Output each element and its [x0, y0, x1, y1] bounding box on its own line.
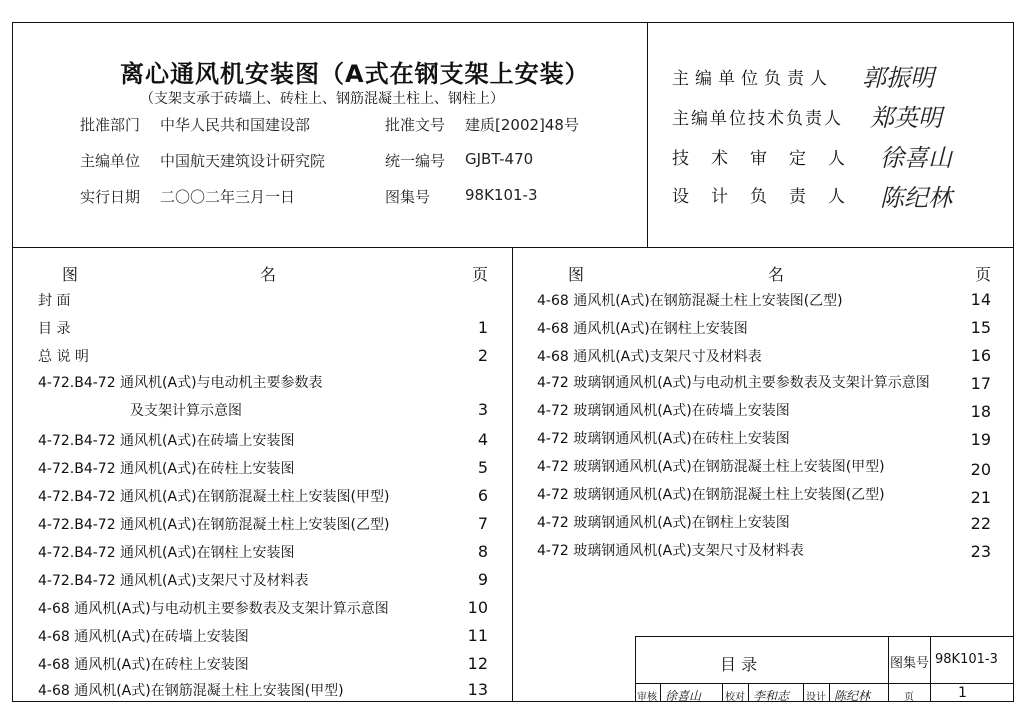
- toc-page-number: 1: [477, 318, 488, 337]
- effective-date-value: 二〇〇二年三月一日: [160, 188, 296, 206]
- responsible-role: 主编单位负责人: [672, 69, 833, 89]
- approval-doc-label: 批准文号: [385, 116, 446, 134]
- toc-entry[interactable]: 4-72 玻璃钢通风机(A式)与电动机主要参数表及支架计算示意图: [537, 375, 930, 391]
- toc-entry[interactable]: 4-68 通风机(A式)在砖柱上安装图: [38, 657, 249, 673]
- toc-right-header-page: 页: [975, 265, 992, 284]
- toc-entry[interactable]: 4-72 玻璃钢通风机(A式)在钢筋混凝土柱上安装图(甲型): [537, 459, 885, 475]
- toc-page-number: 6: [477, 486, 488, 505]
- responsible-role: 技术审定人: [672, 149, 867, 169]
- toc-entry[interactable]: 4-72.B4-72 通风机(A式)在砖柱上安装图: [38, 461, 295, 477]
- toc-page-number: 21: [970, 488, 991, 507]
- toc-page-number: 9: [477, 570, 488, 589]
- toc-entry[interactable]: 4-72 玻璃钢通风机(A式)支架尺寸及材料表: [537, 543, 804, 559]
- toc-entry[interactable]: 4-68 通风机(A式)在钢筋混凝土柱上安装图(乙型): [537, 293, 843, 309]
- approval-dept-value: 中华人民共和国建设部: [160, 116, 311, 134]
- toc-entry[interactable]: 4-72.B4-72 通风机(A式)支架尺寸及材料表: [38, 573, 309, 589]
- editor-unit-label: 主编单位: [80, 152, 141, 170]
- toc-page-number: 13: [467, 680, 488, 699]
- responsible-signature: 陈纪林: [880, 184, 952, 212]
- toc-page-number: 7: [477, 514, 488, 533]
- toc-entry[interactable]: 4-72 玻璃钢通风机(A式)在砖柱上安装图: [537, 431, 790, 447]
- title-block-design-signature: 陈纪林: [834, 689, 871, 703]
- toc-page-number: 23: [970, 542, 991, 561]
- toc-page-number: 2: [477, 346, 488, 365]
- toc-entry[interactable]: 4-72 玻璃钢通风机(A式)在砖墙上安装图: [537, 403, 790, 419]
- toc-entry[interactable]: 目 录: [38, 321, 71, 337]
- toc-entry[interactable]: 4-72.B4-72 通风机(A式)与电动机主要参数表: [38, 375, 323, 391]
- page-title: 离心通风机安装图（A式在钢支架上安装）: [120, 60, 590, 88]
- toc-page-number: 16: [970, 346, 991, 365]
- toc-left-header-page: 页: [472, 265, 489, 284]
- toc-right-header-name-char1: 图: [568, 265, 585, 284]
- toc-entry[interactable]: 及支架计算示意图: [130, 403, 242, 419]
- title-block-atlas-label: 图集号: [890, 656, 930, 671]
- unified-no-label: 统一编号: [385, 152, 446, 170]
- toc-page-number: 18: [970, 402, 991, 421]
- effective-date-label: 实行日期: [80, 188, 141, 206]
- toc-page-number: 8: [477, 542, 488, 561]
- toc-entry[interactable]: 4-72.B4-72 通风机(A式)在钢筋混凝土柱上安装图(乙型): [38, 517, 390, 533]
- toc-page-number: 12: [467, 654, 488, 673]
- toc-entry[interactable]: 4-68 通风机(A式)在钢柱上安装图: [537, 321, 748, 337]
- responsible-signature: 郭振明: [862, 64, 934, 92]
- responsible-signature: 郑英明: [870, 104, 942, 132]
- responsible-role: 设计负责人: [672, 187, 867, 207]
- toc-divider-vertical: [512, 247, 513, 702]
- toc-page-number: 5: [477, 458, 488, 477]
- toc-page-number: 15: [970, 318, 991, 337]
- toc-page-number: 17: [970, 374, 991, 393]
- toc-page-number: 4: [477, 430, 488, 449]
- toc-entry[interactable]: 4-72 玻璃钢通风机(A式)在钢柱上安装图: [537, 515, 790, 531]
- title-block-check-label: 校对: [725, 692, 745, 703]
- toc-page-number: 3: [477, 400, 488, 419]
- responsible-signature: 徐喜山: [880, 144, 952, 172]
- toc-entry[interactable]: 4-72.B4-72 通风机(A式)在钢柱上安装图: [38, 545, 295, 561]
- toc-entry[interactable]: 4-68 通风机(A式)在砖墙上安装图: [38, 629, 249, 645]
- toc-entry[interactable]: 封 面: [38, 293, 71, 309]
- atlas-no-label: 图集号: [385, 188, 431, 206]
- header-divider-horizontal: [12, 247, 1014, 248]
- title-block-design-label: 设计: [806, 692, 826, 703]
- toc-page-number: 22: [970, 514, 991, 533]
- toc-left-header-name-char2: 名: [260, 265, 277, 284]
- header-divider-vertical: [647, 22, 648, 247]
- unified-no-value: GJBT-470: [465, 150, 534, 168]
- toc-entry[interactable]: 4-68 通风机(A式)在钢筋混凝土柱上安装图(甲型): [38, 683, 344, 699]
- responsible-role: 主编单位技术负责人: [672, 109, 843, 129]
- toc-entry[interactable]: 4-68 通风机(A式)支架尺寸及材料表: [537, 349, 762, 365]
- toc-page-number: 11: [467, 626, 488, 645]
- title-block-check-signature: 李和志: [753, 689, 790, 703]
- toc-entry[interactable]: 总 说 明: [38, 349, 89, 365]
- toc-entry[interactable]: 4-72.B4-72 通风机(A式)在钢筋混凝土柱上安装图(甲型): [38, 489, 390, 505]
- approval-dept-label: 批准部门: [80, 116, 141, 134]
- toc-page-number: 14: [970, 290, 991, 309]
- page-subtitle: （支架支承于砖墙上、砖柱上、钢筋混凝土柱上、钢柱上）: [140, 91, 504, 107]
- toc-entry[interactable]: 4-68 通风机(A式)与电动机主要参数表及支架计算示意图: [38, 601, 389, 617]
- title-block-name: 目 录: [720, 655, 758, 674]
- toc-right-header-name-char2: 名: [768, 265, 785, 284]
- title-block-page-value: 1: [958, 685, 967, 701]
- title-block-review-signature: 徐喜山: [665, 689, 702, 703]
- toc-page-number: 20: [970, 460, 991, 479]
- atlas-no-value: 98K101-3: [465, 186, 538, 204]
- toc-page-number: 10: [467, 598, 488, 617]
- toc-entry[interactable]: 4-72 玻璃钢通风机(A式)在钢筋混凝土柱上安装图(乙型): [537, 487, 885, 503]
- editor-unit-value: 中国航天建筑设计研究院: [160, 152, 326, 170]
- toc-entry[interactable]: 4-72.B4-72 通风机(A式)在砖墙上安装图: [38, 433, 295, 449]
- title-block-atlas-value: 98K101-3: [935, 652, 998, 667]
- toc-page-number: 19: [970, 430, 991, 449]
- title-block-review-label: 审核: [637, 692, 657, 703]
- title-block-page-label: 页: [904, 692, 914, 703]
- approval-doc-value: 建质[2002]48号: [465, 116, 579, 134]
- toc-left-header-name-char1: 图: [62, 265, 79, 284]
